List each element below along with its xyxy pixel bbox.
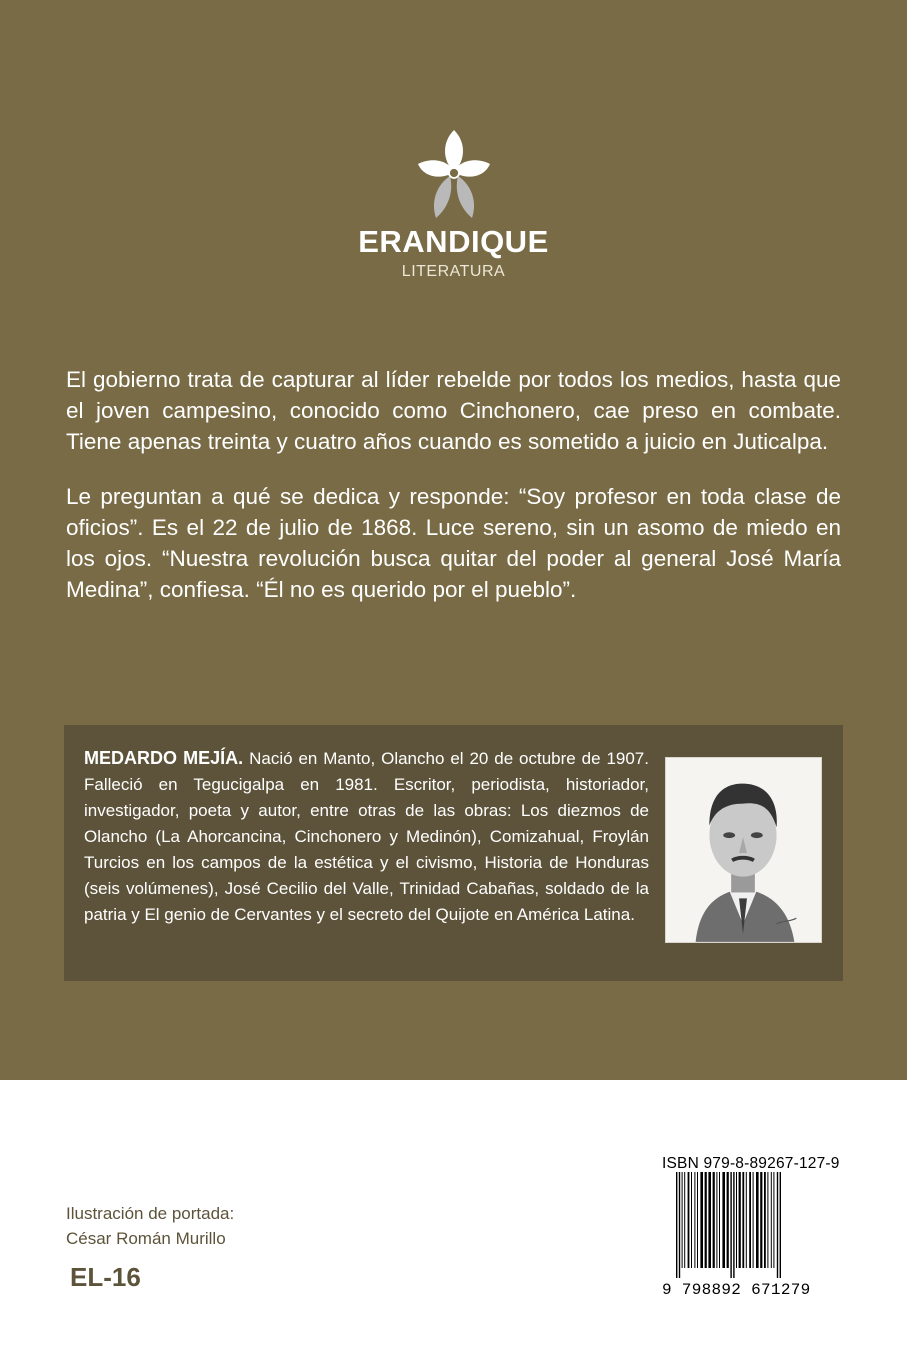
barcode-bar	[736, 1172, 737, 1268]
barcode-bar	[722, 1172, 725, 1268]
publisher-name: ERANDIQUE	[358, 224, 549, 259]
isbn-label: ISBN 979-8-89267-127-9	[662, 1155, 840, 1172]
barcode-bar	[764, 1172, 766, 1268]
flower-logo-icon	[408, 128, 500, 220]
barcode-bar	[777, 1172, 778, 1278]
barcode-bar	[682, 1172, 683, 1268]
barcode-bar	[780, 1172, 781, 1278]
barcode-bar	[756, 1172, 759, 1268]
illustrator-name: César Román Murillo	[66, 1229, 226, 1248]
barcode-bar	[679, 1172, 680, 1278]
barcode-bar	[705, 1172, 707, 1268]
barcode-bar	[773, 1172, 774, 1268]
barcode-bar	[742, 1172, 744, 1268]
barcode-bar	[727, 1172, 729, 1268]
barcode-bar	[739, 1172, 741, 1268]
barcode-bar	[697, 1172, 698, 1268]
author-bio-box	[64, 725, 843, 981]
barcode-bar	[684, 1172, 685, 1268]
barcode-bar	[713, 1172, 715, 1268]
publisher-subtitle: LITERATURA	[401, 263, 506, 280]
barcode-bar	[716, 1172, 717, 1268]
barcode-bar	[749, 1172, 751, 1268]
cover-credit-label: Ilustración de portada:	[66, 1204, 235, 1223]
synopsis	[66, 364, 841, 629]
synopsis-paragraph: Le preguntan a qué se dedica y responde: “Soy profesor en toda clase de oficios”. Es el 22 de julio de 1868. Luce sereno, sin un asomo de miedo en los ojos. “Nuestra revolución busca quitar del poder al general José María Medina”, confiesa. “Él no es querido por el pueblo”.	[66, 484, 841, 602]
barcode-bar	[676, 1172, 677, 1278]
author-bio	[84, 745, 649, 928]
barcode-bar	[753, 1172, 754, 1268]
barcode-bar	[708, 1172, 711, 1268]
barcode-bar	[730, 1172, 731, 1278]
author-name: MEDARDO MEJÍA.	[84, 748, 244, 768]
synopsis-paragraph: El gobierno trata de capturar al líder rebelde por todos los medios, hasta que el joven campesino, conocido como Cinchonero, cae preso en combate. Tiene apenas treinta y cuatro años cuando es sometido a juicio en Juticalpa.	[66, 367, 841, 454]
barcode-bar	[688, 1172, 690, 1268]
barcode-bar	[694, 1172, 695, 1268]
author-portrait	[665, 757, 822, 943]
barcode-bar	[771, 1172, 772, 1268]
barcode-bar	[719, 1172, 720, 1268]
barcode-bar	[767, 1172, 768, 1268]
barcode-bar	[700, 1172, 703, 1268]
barcode-bar	[733, 1172, 734, 1278]
barcode-bar	[760, 1172, 762, 1268]
barcode-bar	[691, 1172, 692, 1268]
author-bio-text: Nació en Manto, Olancho el 20 de octubre de 1907. Falleció en Tegucigalpa en 1981. Escritor, periodista, historiador, investigador, poeta y autor, entre otras de las obras: Los diezmos de Olancho (La Ahorcancina, Cinchonero y Medinón), Comizahual, Froylán Turcios en los campos de la estética y el civismo, Historia de Honduras (seis volúmenes), José Cecilio del Valle, Trinidad Cabañas, soldado de la patria y El genio de Cervantes y el secreto del Quijote en América Latina.	[84, 749, 649, 924]
isbn-digits: 9 798892 671279	[662, 1281, 811, 1299]
series-code: EL-16	[70, 1262, 141, 1292]
barcode	[676, 1172, 826, 1278]
barcode-bar	[746, 1172, 747, 1268]
